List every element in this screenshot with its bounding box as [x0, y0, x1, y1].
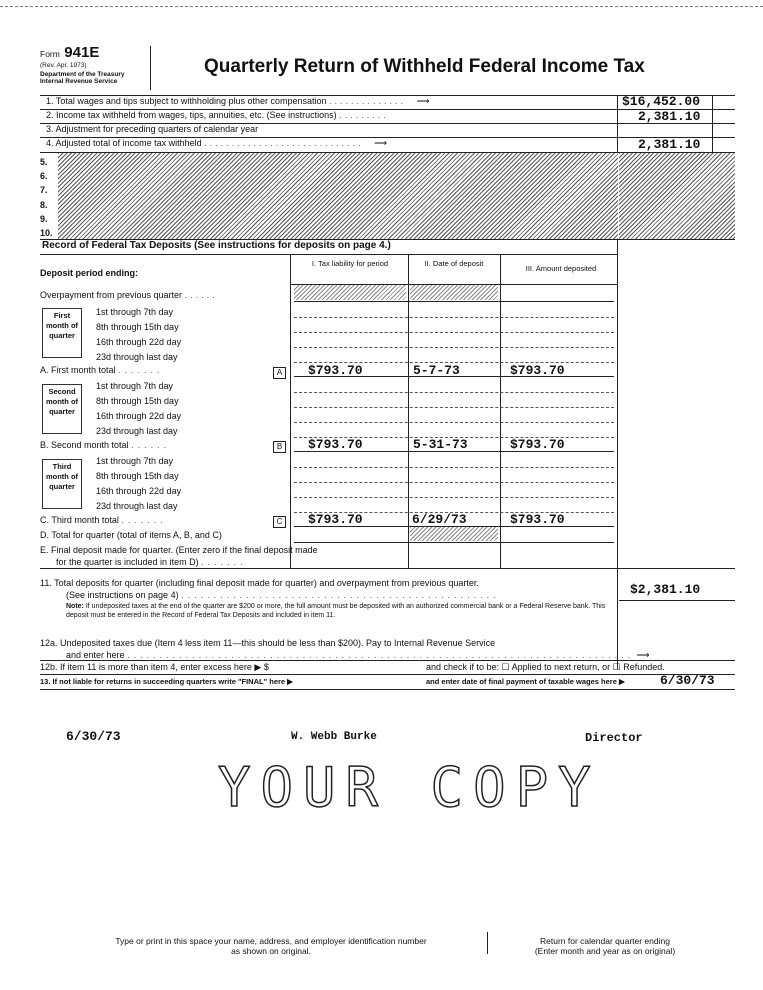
a-liability: $793.70 — [308, 363, 363, 378]
line-11-note — [66, 603, 616, 620]
note-label: Note: — [66, 603, 84, 610]
footer-right — [505, 936, 705, 956]
footer-left-line1: Type or print in this space your name, address, and employer identification number — [115, 936, 427, 946]
letter-a-box: A — [273, 367, 286, 379]
a-amount: $793.70 — [510, 363, 565, 378]
rule — [294, 301, 614, 302]
line-13-text: 13. If not liable for returns in succeeding quarters write "FINAL" here ▶ — [40, 677, 293, 686]
line-13-final-label: and enter date of final payment of taxable wages here ▶ — [426, 677, 625, 686]
third-month-total-label: C. Third month total — [40, 515, 119, 525]
second-month-total-label: B. Second month total — [40, 440, 129, 450]
first-month-total-label: A. First month total — [40, 365, 116, 375]
period-23-last: 23d through last day — [96, 426, 178, 436]
rule — [40, 254, 618, 255]
form-revision: (Rev. Apr. 1973) — [40, 62, 87, 69]
period-16-22: 16th through 22d day — [96, 486, 182, 496]
b-liability: $793.70 — [308, 437, 363, 452]
rule — [294, 317, 614, 318]
line-1-num: 1. — [46, 96, 54, 106]
third-month-total: C. Third month total ....... — [40, 515, 167, 525]
line-e-2-text: for the quarter is included in item D) — [56, 557, 199, 567]
rule — [40, 674, 735, 675]
rule — [294, 542, 614, 543]
page-title: Quarterly Return of Withheld Federal Income Tax — [204, 56, 645, 77]
rule — [294, 407, 614, 408]
line-11-text2: (See instructions on page 4) ................................................. — [66, 590, 500, 600]
deposit-period-label: Deposit period ending: — [40, 268, 138, 278]
line-12a-text2: and enter here .............................................................................. ⟶ — [66, 650, 650, 660]
line-d-hatch — [410, 527, 498, 541]
line-8-num: 8. — [40, 199, 48, 210]
col-date-deposit: II. Date of deposit — [424, 259, 484, 268]
rule — [294, 347, 614, 348]
line-d: D. Total for quarter (total of items A, B, and C) — [40, 530, 222, 540]
c-amount: $793.70 — [510, 512, 565, 527]
line-2-value: 2,381.10 — [638, 109, 701, 124]
rule — [294, 497, 614, 498]
second-month-label: Second month of quarter — [42, 384, 82, 434]
line-4-num: 4. — [46, 138, 54, 148]
first-month-periods — [96, 305, 181, 365]
form-id — [40, 44, 99, 62]
header-divider — [150, 46, 151, 90]
col-divider-1 — [290, 254, 291, 568]
rule — [294, 332, 614, 333]
rule — [294, 392, 614, 393]
rule — [294, 467, 614, 468]
overpayment-row: Overpayment from previous quarter ...... — [40, 290, 218, 300]
period-1-7: 1st through 7th day — [96, 456, 174, 466]
signature-title: Director — [585, 731, 643, 745]
line-4: 4. Adjusted total of income tax withheld ............................. ⟶ — [46, 138, 388, 148]
rule — [40, 689, 735, 690]
form-word: Form — [40, 49, 60, 59]
line-4-value: 2,381.10 — [638, 137, 701, 152]
line-12a-text1: 12a. Undeposited taxes due (Item 4 less item 11—this should be less than $200). Pay to Internal Revenue Service — [40, 638, 496, 648]
c-liability: $793.70 — [308, 512, 363, 527]
overpayment-label: Overpayment from previous quarter — [40, 290, 183, 300]
period-16-22: 16th through 22d day — [96, 411, 182, 421]
blank-line-numbers — [40, 155, 53, 240]
letter-a — [273, 362, 286, 380]
footer-left-line2: as shown on original. — [231, 946, 311, 956]
line-1: 1. Total wages and tips subject to withholding plus other compensation .............. ⟶ — [46, 96, 430, 106]
line-3-num: 3. — [46, 124, 54, 134]
rule — [294, 376, 614, 377]
line-3-label: Adjustment for preceding quarters of calendar year — [55, 124, 259, 134]
period-23-last: 23d through last day — [96, 352, 178, 362]
line-9-num: 9. — [40, 213, 48, 224]
letter-b — [273, 436, 286, 454]
period-16-22: 16th through 22d day — [96, 337, 182, 347]
line-13-final-date: 6/30/73 — [660, 673, 715, 688]
line-2-num: 2. — [46, 110, 54, 120]
amount-col-right — [712, 95, 713, 153]
footer-divider — [487, 932, 488, 954]
b-amount: $793.70 — [510, 437, 565, 452]
line-12b-check[interactable]: and check if to be: ☐ Applied to next return, or ☐ Refunded. — [426, 662, 665, 672]
first-month-total: A. First month total ....... — [40, 365, 164, 375]
second-month-periods — [96, 379, 181, 439]
period-1-7: 1st through 7th day — [96, 381, 174, 391]
line-e-2: for the quarter is included in item D) ....... — [56, 557, 247, 567]
col-tax-liability: I. Tax liability for period — [311, 259, 389, 268]
line-12a-enter: and enter here — [66, 650, 125, 660]
c-date: 6/29/73 — [412, 512, 467, 527]
rule — [294, 422, 614, 423]
rule — [294, 451, 614, 452]
footer-right-line1: Return for calendar quarter ending — [540, 936, 670, 946]
overpayment-hatch-1 — [294, 285, 406, 300]
period-8-15: 8th through 15th day — [96, 396, 179, 406]
line-3 — [46, 124, 258, 134]
line-6-num: 6. — [40, 171, 48, 182]
top-edge — [0, 6, 763, 7]
line-5-num: 5. — [40, 157, 48, 167]
footer-left — [66, 936, 476, 956]
letter-c — [273, 511, 286, 529]
letter-c-box: C — [273, 516, 286, 528]
overpayment-hatch-2 — [410, 285, 498, 300]
period-23-last: 23d through last day — [96, 501, 178, 511]
first-month-label: First month of quarter — [42, 308, 82, 358]
line-10-num: 10. — [40, 228, 53, 239]
period-1-7: 1st through 7th day — [96, 307, 174, 317]
line-e-1: E. Final deposit made for quarter. (Enter zero if the final deposit made — [40, 545, 318, 555]
a-date: 5-7-73 — [413, 363, 460, 378]
rule — [40, 568, 735, 569]
line-4-label: Adjusted total of income tax withheld — [55, 138, 202, 148]
line-11-text1: 11. Total deposits for quarter (including final deposit made for quarter) and overpayment from previous quarter. — [40, 578, 479, 588]
dept-line2: Internal Revenue Service — [40, 78, 118, 85]
rule — [619, 600, 735, 601]
third-month-periods — [96, 454, 181, 514]
dept-line1: Department of the Treasury — [40, 71, 125, 78]
letter-b-box: B — [273, 441, 286, 453]
rule — [40, 660, 735, 661]
second-month-total: B. Second month total ...... — [40, 440, 171, 450]
note-text: If undeposited taxes at the end of the quarter are $200 or more, the full amount must be deposited with an authorized commercial bank or a Federal Reserve bank. This deposit must be entered in the Record of Federal Tax Deposits and included in item 11. — [66, 603, 606, 619]
line-1-label: Total wages and tips subject to withholding plus other compensation — [55, 96, 327, 106]
line-2: 2. Income tax withheld from wages, tips, annuities, etc. (See instructions) ......... — [46, 110, 389, 120]
deposits-title: Record of Federal Tax Deposits (See instructions for deposits on page 4.) — [42, 240, 391, 251]
line-1-value: $16,452.00 — [622, 94, 701, 109]
line-11-instr: (See instructions on page 4) — [66, 590, 179, 600]
period-8-15: 8th through 15th day — [96, 471, 179, 481]
signature-name: W. Webb Burke — [291, 731, 377, 743]
line-2-label: Income tax withheld from wages, tips, annuities, etc. (See instructions) — [56, 110, 337, 120]
signature-date: 6/30/73 — [66, 729, 121, 744]
footer-right-line2: (Enter month and year as on original) — [534, 946, 676, 956]
line-7-num: 7. — [40, 185, 48, 196]
rule — [294, 482, 614, 483]
hatched-lines-5-10 — [58, 153, 618, 239]
line-11-value: $2,381.10 — [630, 582, 701, 597]
form-number: 941E — [64, 44, 100, 61]
hatched-amount-5-10 — [619, 153, 735, 239]
your-copy-stamp: YOUR COPY — [218, 756, 601, 819]
period-8-15: 8th through 15th day — [96, 322, 179, 332]
third-month-label: Third month of quarter — [42, 459, 82, 509]
col-amount-deposited: III. Amount deposited — [525, 264, 597, 273]
line-12b-text: 12b. If item 11 is more than item 4, enter excess here ▶ $ — [40, 662, 269, 672]
b-date: 5-31-73 — [413, 437, 468, 452]
